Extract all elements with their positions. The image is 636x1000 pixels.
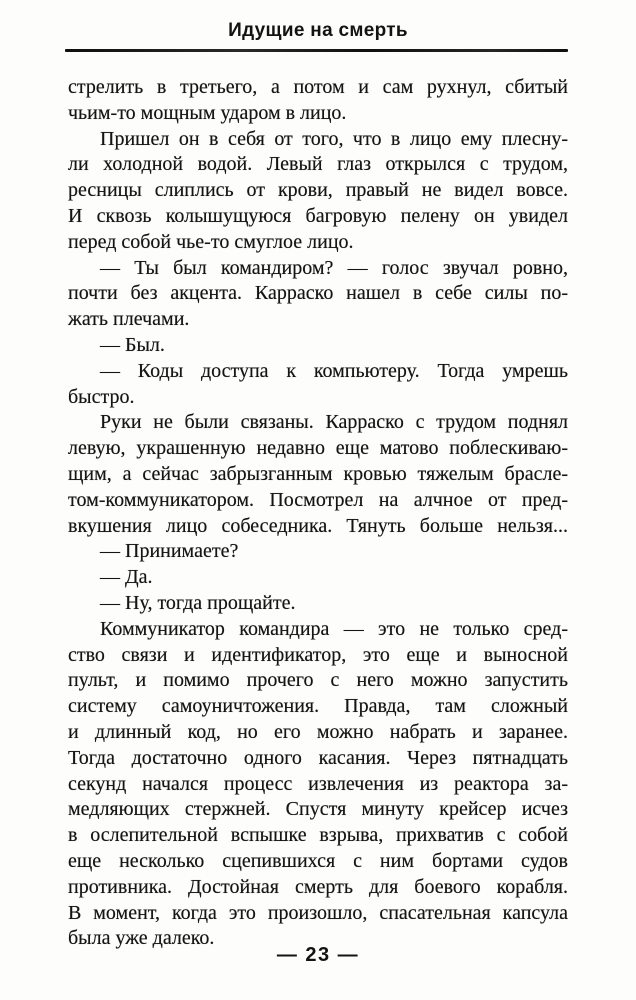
text-line: — Принимаете? <box>100 540 239 563</box>
body-text <box>68 75 568 952</box>
text-line: том-коммуникатором. Посмотрел на алчное от пред- <box>68 488 568 511</box>
text-line: Руки не были связаны. Карраско с трудом поднял <box>100 411 568 434</box>
page-number: — 23 — <box>276 944 360 966</box>
text-line: — Ты был командиром? — голос звучал ровно, <box>100 256 568 279</box>
text-line: противника. Достойная смерть для боевого корабля. <box>68 875 568 898</box>
text-line: Коммуникатор командира — это не только сред- <box>100 617 568 640</box>
text-line: — Коды доступа к компьютеру. Тогда умрешь <box>100 359 568 382</box>
text-line: перед собой чье-то смуглое лицо. <box>68 230 354 253</box>
text-line: жать плечами. <box>68 308 190 331</box>
text-line: чьим-то мощным ударом в лицо. <box>68 101 347 124</box>
text-line: Тогда достаточно одного касания. Через пятнадцать <box>68 746 568 769</box>
text-line: почти без акцента. Карраско нашел в себе силы по- <box>68 282 568 305</box>
text-line: пульт, и помимо прочего с него можно запустить <box>68 669 568 692</box>
text-line: стрелить в третьего, а потом и сам рухнул, сбитый <box>68 76 568 98</box>
text-line: секунд начался процесс извлечения из реактора за- <box>68 772 568 795</box>
text-line: ресницы слиплись от крови, правый не видел вовсе. <box>68 179 568 202</box>
running-head-title: Идущие на смерть <box>228 20 408 41</box>
text-line: была уже далеко. <box>68 927 215 950</box>
header-rule <box>65 49 568 52</box>
text-line: — Ну, тогда прощайте. <box>100 591 296 614</box>
text-line: медляющих стержней. Спустя минуту крейсер исчез <box>68 798 568 821</box>
text-line: и длинный код, но его можно набрать и заранее. <box>68 720 568 743</box>
text-line: еще несколько сцепившихся с ним бортами судов <box>68 849 568 872</box>
text-line: систему самоуничтожения. Правда, там сложный <box>68 695 568 718</box>
text-line: щим, а сейчас забрызганным кровью тяжелым брасле- <box>68 462 568 485</box>
text-line: вкушения лицо собеседника. Тянуть больше нельзя... <box>68 514 568 537</box>
text-line: левую, украшенную недавно еще матово поблескиваю- <box>68 437 568 460</box>
text-line: Пришел он в себя от того, что в лицо ему плесну- <box>100 127 568 150</box>
text-line: — Был. <box>100 333 165 356</box>
text-line: ли холодной водой. Левый глаз открылся с трудом, <box>68 153 568 176</box>
text-line: в ослепительной вспышке взрыва, прихватив с собой <box>68 824 568 847</box>
text-line: — Да. <box>100 566 153 589</box>
text-line: быстро. <box>68 385 135 408</box>
text-line: И сквозь колышущуюся багровую пелену он увидел <box>68 204 568 227</box>
text-line: В момент, когда это произошло, спасательная капсула <box>68 901 568 924</box>
text-line: ство связи и идентификатор, это еще и выносной <box>68 643 568 666</box>
